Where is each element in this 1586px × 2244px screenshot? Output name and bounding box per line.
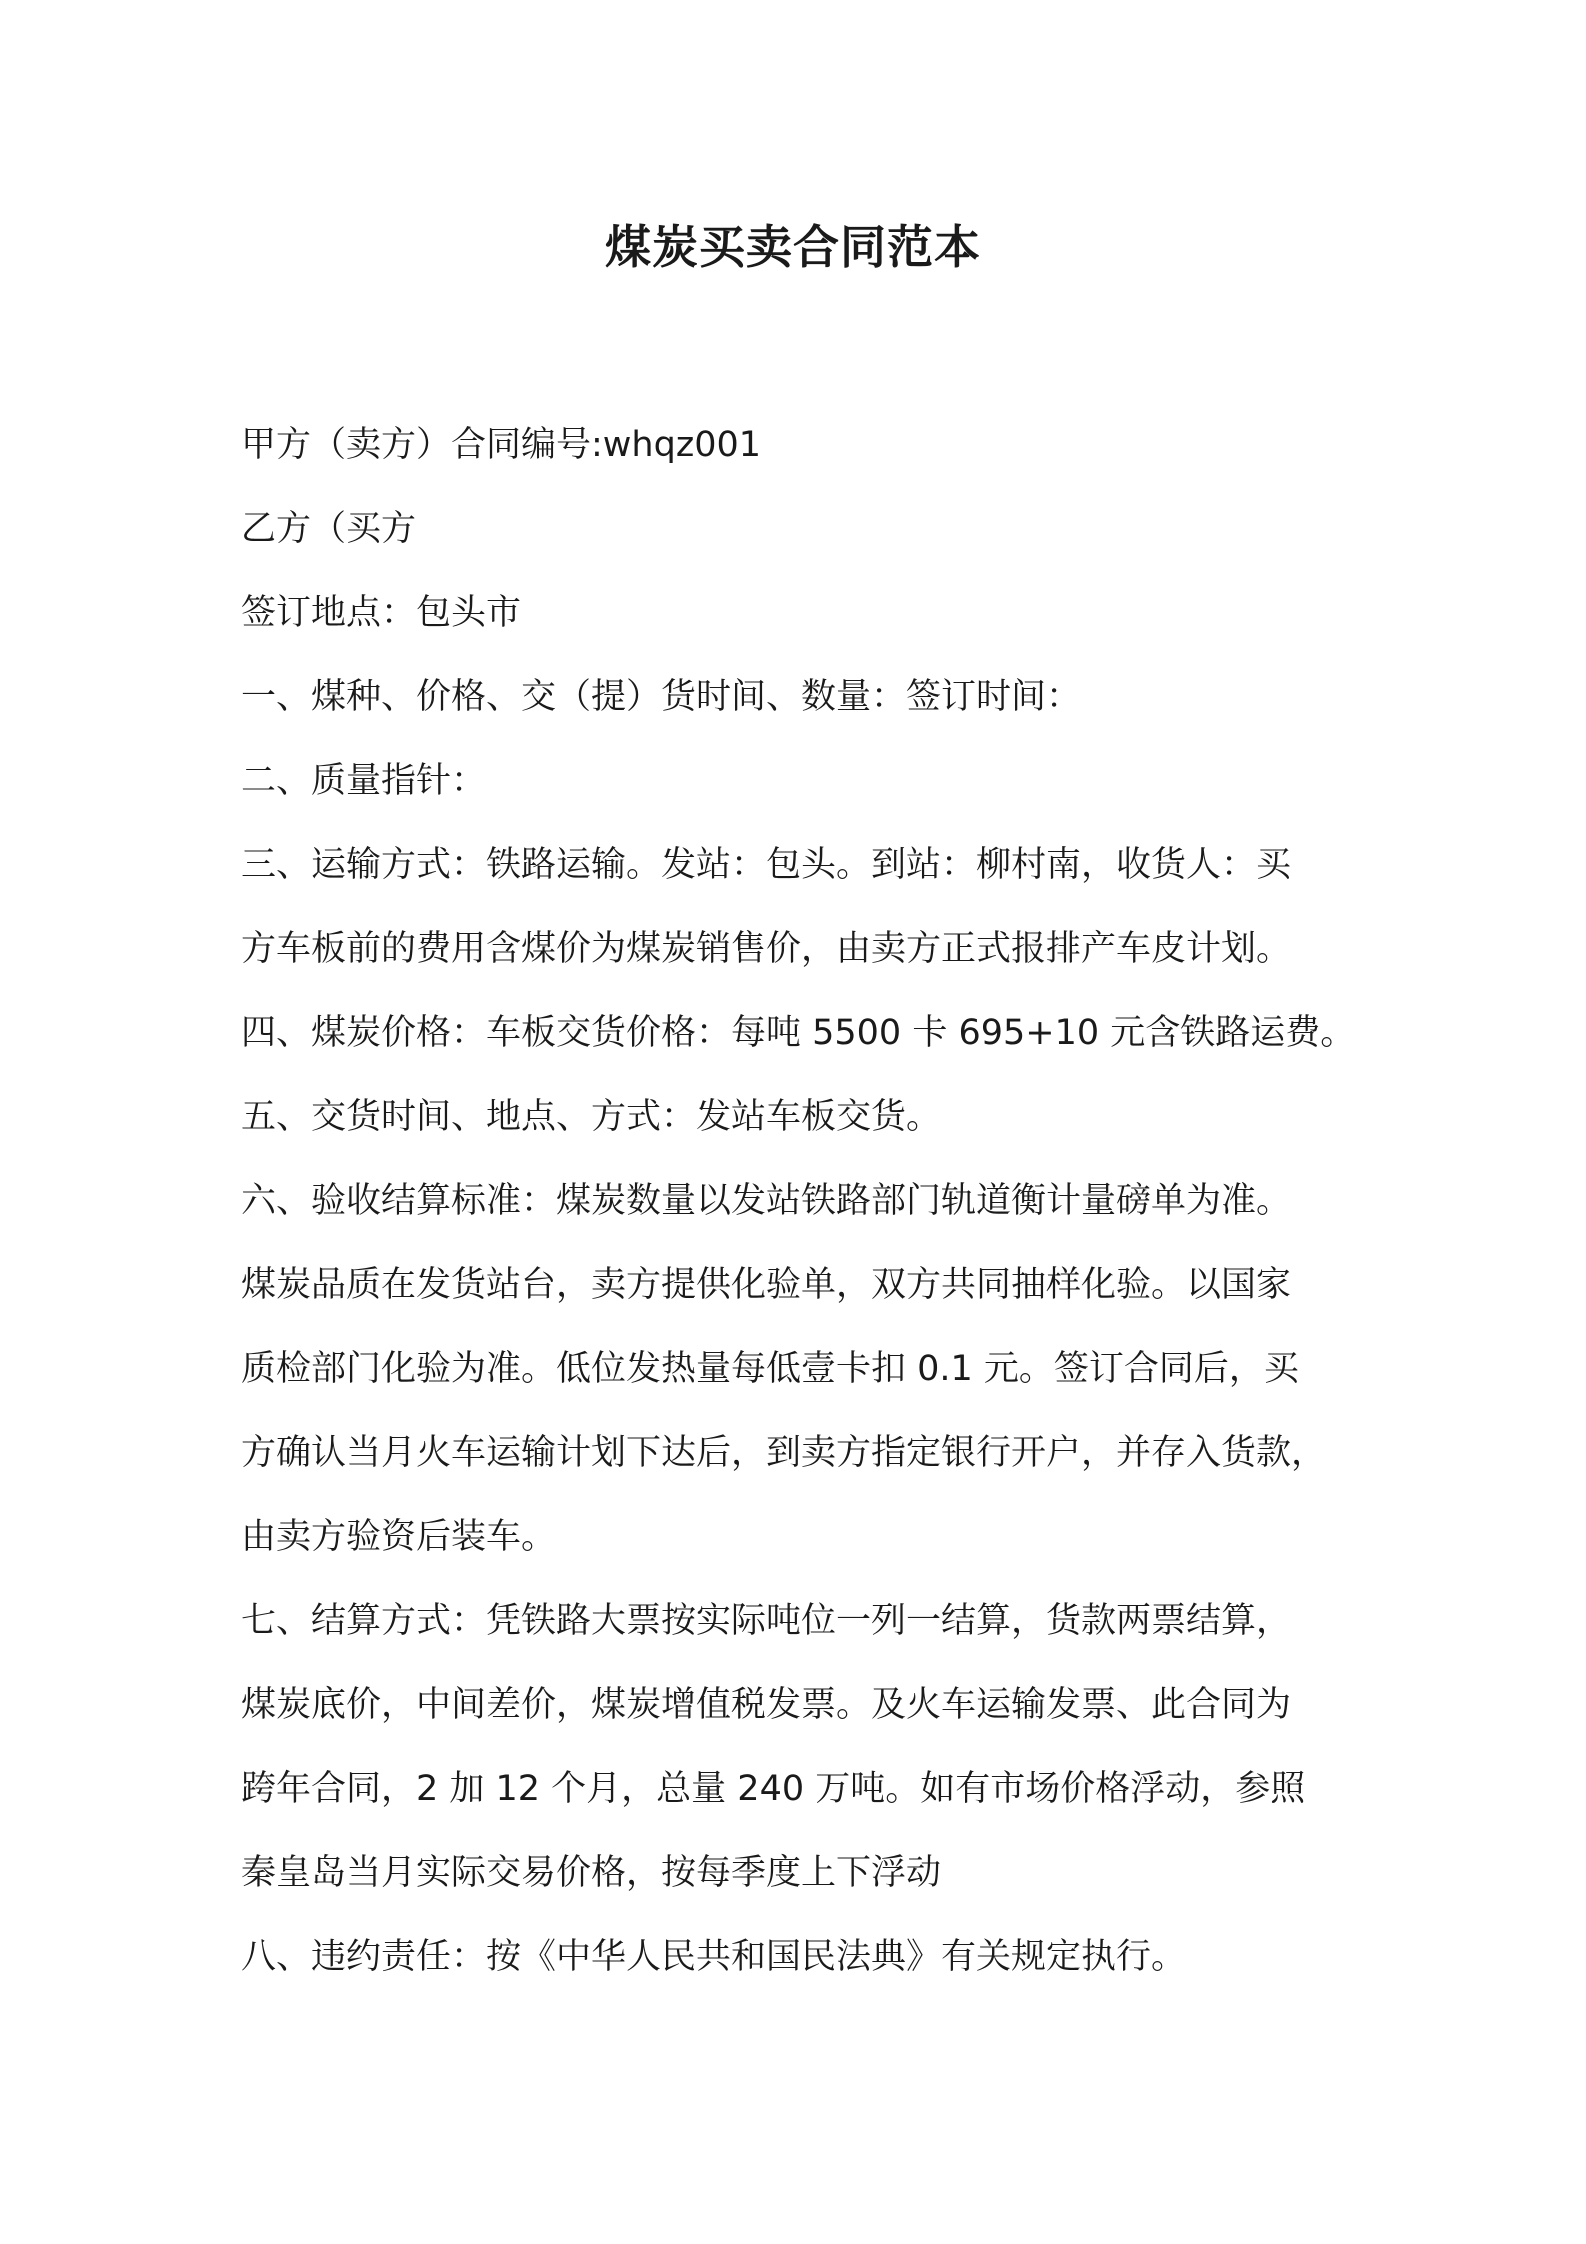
- clause-6-line: 六、验收结算标准：煤炭数量以发站铁路部门轨道衡计量磅单为准。: [241, 1181, 1292, 1221]
- clause-6-line: 质检部门化验为准。低位发热量每低壹卡扣 0.1 元。签订合同后，买: [241, 1349, 1299, 1389]
- clause-4-line: 四、煤炭价格：车板交货价格：每吨 5500 卡 695+10 元含铁路运费。: [241, 1013, 1356, 1053]
- clause-7-line: 煤炭底价，中间差价，煤炭增值税发票。及火车运输发票、此合同为: [241, 1685, 1292, 1725]
- clause-2-line: 二、质量指针：: [241, 761, 487, 801]
- clause-3-line: 三、运输方式：铁路运输。发站：包头。到站：柳村南，收货人：买: [241, 845, 1292, 885]
- clause-7-line: 跨年合同，2 加 12 个月，总量 240 万吨。如有市场价格浮动，参照: [241, 1769, 1306, 1809]
- clause-3-line: 方车板前的费用含煤价为煤炭销售价，由卖方正式报排产车皮计划。: [241, 929, 1292, 969]
- document-body: [241, 403, 1361, 1999]
- clause-8-line: 八、违约责任：按《中华人民共和国民法典》有关规定执行。: [241, 1937, 1187, 1977]
- document-title: 煤炭买卖合同范本: [605, 220, 981, 274]
- clause-1-line: 一、煤种、价格、交（提）货时间、数量：签订时间：: [241, 677, 1082, 717]
- party-a-line: 甲方（卖方）合同编号:whqz001: [241, 425, 761, 465]
- clause-6-line: 由卖方验资后装车。: [241, 1517, 557, 1557]
- signing-place-line: 签订地点：包头市: [241, 593, 522, 633]
- party-b-line: 乙方（买方: [241, 509, 417, 549]
- clause-6-line: 煤炭品质在发货站台，卖方提供化验单，双方共同抽样化验。以国家: [241, 1265, 1292, 1305]
- clause-7-line: 七、结算方式：凭铁路大票按实际吨位一列一结算，货款两票结算，: [241, 1601, 1292, 1641]
- clause-7-line: 秦皇岛当月实际交易价格，按每季度上下浮动: [241, 1853, 942, 1893]
- clause-6-line: 方确认当月火车运输计划下达后，到卖方指定银行开户，并存入货款，: [241, 1433, 1327, 1473]
- clause-5-line: 五、交货时间、地点、方式：发站车板交货。: [241, 1097, 942, 1137]
